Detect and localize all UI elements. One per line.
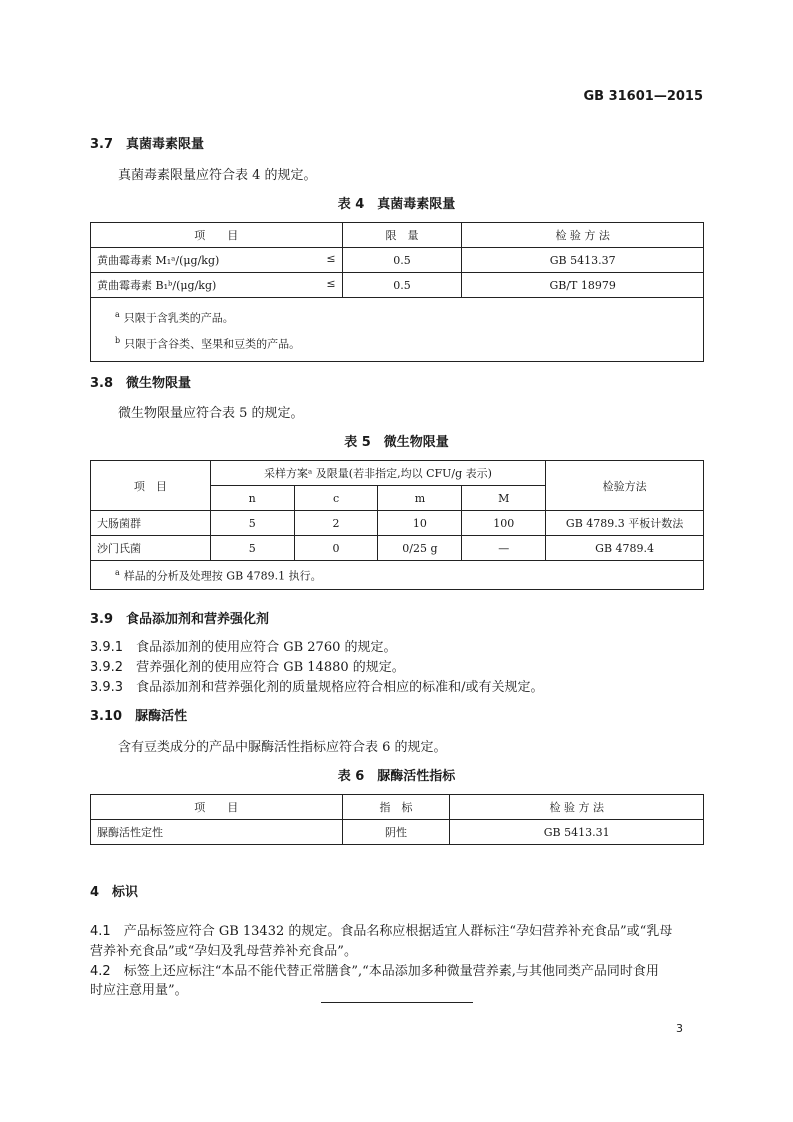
table-row <box>91 248 704 273</box>
page-number: 3 <box>676 1022 683 1035</box>
item-label: 黄曲霉毒素 M₁ᵃ/(μg/kg) <box>97 254 220 267</box>
table-5-cell-n: 5 <box>210 536 294 561</box>
table-5 <box>90 460 704 590</box>
table-6-col-method: 检 验 方 法 <box>450 795 704 820</box>
table-4-cell-method: GB 5413.37 <box>462 248 704 273</box>
table-5-col-c: c <box>294 486 378 511</box>
table-5-col-M: M <box>462 486 546 511</box>
table-5-col-item: 项 目 <box>91 461 211 511</box>
table-6-col-item: 项 目 <box>91 795 343 820</box>
clause-4-2-line-2: 时应注意用量”。 <box>90 983 188 998</box>
table-5-col-n: n <box>210 486 294 511</box>
table-6-cell-method: GB 5413.31 <box>450 820 704 845</box>
table-row <box>91 536 704 561</box>
table-6-cell-item: 脲酶活性定性 <box>91 820 343 845</box>
table-4-col-limit: 限 量 <box>342 223 462 248</box>
le-symbol: ≤ <box>326 277 336 290</box>
table-4 <box>90 222 704 362</box>
section-4-heading: 4 标识 <box>90 885 139 900</box>
table-4-cell-limit: 0.5 <box>342 273 462 298</box>
table-5-notes-row <box>91 561 704 590</box>
table-5-header-row <box>91 461 704 486</box>
table-4-notes <box>91 298 704 362</box>
clause-3-9-2: 3.9.2 营养强化剂的使用应符合 GB 14880 的规定。 <box>90 660 405 675</box>
section-3-7-heading: 3.7 真菌毒素限量 <box>90 137 205 152</box>
table-5-cell-item: 大肠菌群 <box>91 511 211 536</box>
section-3-10-text: 含有豆类成分的产品中脲酶活性指标应符合表 6 的规定。 <box>118 740 447 755</box>
section-3-10-heading: 3.10 脲酶活性 <box>90 709 188 724</box>
table-6-header-row <box>91 795 704 820</box>
table-4-note-b: $^b$ 只限于含谷类、坚果和豆类的产品。 <box>115 335 301 351</box>
item-label: 黄曲霉毒素 B₁ᵇ/(μg/kg) <box>97 279 217 292</box>
table-5-cell-M: 100 <box>462 511 546 536</box>
table-5-cell-item: 沙门氏菌 <box>91 536 211 561</box>
clause-3-9-3: 3.9.3 食品添加剂和营养强化剂的质量规格应符合相应的标准和/或有关规定。 <box>90 680 544 695</box>
table-4-note-a: $^a$ 只限于含乳类的产品。 <box>115 310 234 325</box>
table-4-cell-method: GB/T 18979 <box>462 273 704 298</box>
table-4-cell-limit: 0.5 <box>342 248 462 273</box>
table-6-col-index: 指 标 <box>342 795 450 820</box>
table-6-cell-value: 阴性 <box>342 820 450 845</box>
table-row <box>91 273 704 298</box>
table-row <box>91 511 704 536</box>
table-5-note-a: $^a$ 样品的分析及处理按 GB 4789.1 执行。 <box>91 561 704 590</box>
table-4-col-method: 检 验 方 法 <box>462 223 704 248</box>
le-symbol: ≤ <box>326 252 336 265</box>
section-3-8-text: 微生物限量应符合表 5 的规定。 <box>118 406 304 421</box>
table-5-cell-M: — <box>462 536 546 561</box>
table-5-cell-m: 0/25 g <box>378 536 462 561</box>
table-4-notes-row <box>91 298 704 362</box>
clause-4-2-line-1: 4.2 标签上还应标注“本品不能代替正常膳食”,“本品添加多种微量营养素,与其他同类产品同时食用 <box>90 964 659 979</box>
table-4-cell-item <box>91 248 343 273</box>
table-6 <box>90 794 704 845</box>
table-5-col-m: m <box>378 486 462 511</box>
table-row <box>91 820 704 845</box>
clause-3-9-1: 3.9.1 食品添加剂的使用应符合 GB 2760 的规定。 <box>90 640 397 655</box>
table-5-cell-c: 0 <box>294 536 378 561</box>
table-4-col-item: 项 目 <box>91 223 343 248</box>
table-5-cell-c: 2 <box>294 511 378 536</box>
table-5-cell-method: GB 4789.4 <box>546 536 704 561</box>
standard-code: GB 31601—2015 <box>583 89 703 104</box>
table-6-caption: 表 6 脲酶活性指标 <box>337 769 456 784</box>
clause-4-1-line-1: 4.1 产品标签应符合 GB 13432 的规定。食品名称应根据适宜人群标注“孕妇营养补充食品”或“乳母 <box>90 924 673 939</box>
table-4-caption: 表 4 真菌毒素限量 <box>337 197 456 212</box>
table-4-header-row <box>91 223 704 248</box>
table-5-cell-method: GB 4789.3 平板计数法 <box>546 511 704 536</box>
end-rule <box>321 1002 473 1003</box>
section-3-9-heading: 3.9 食品添加剂和营养强化剂 <box>90 612 270 627</box>
table-5-caption: 表 5 微生物限量 <box>344 435 449 450</box>
clause-4-1-line-2: 营养补充食品”或“孕妇及乳母营养补充食品”。 <box>90 944 357 959</box>
table-5-cell-m: 10 <box>378 511 462 536</box>
table-5-col-plan: 采样方案ᵃ 及限量(若非指定,均以 CFU/g 表示) <box>210 461 545 486</box>
table-5-cell-n: 5 <box>210 511 294 536</box>
section-3-7-text: 真菌毒素限量应符合表 4 的规定。 <box>118 168 317 183</box>
section-3-8-heading: 3.8 微生物限量 <box>90 376 192 391</box>
table-5-col-method: 检验方法 <box>546 461 704 511</box>
table-4-cell-item <box>91 273 343 298</box>
